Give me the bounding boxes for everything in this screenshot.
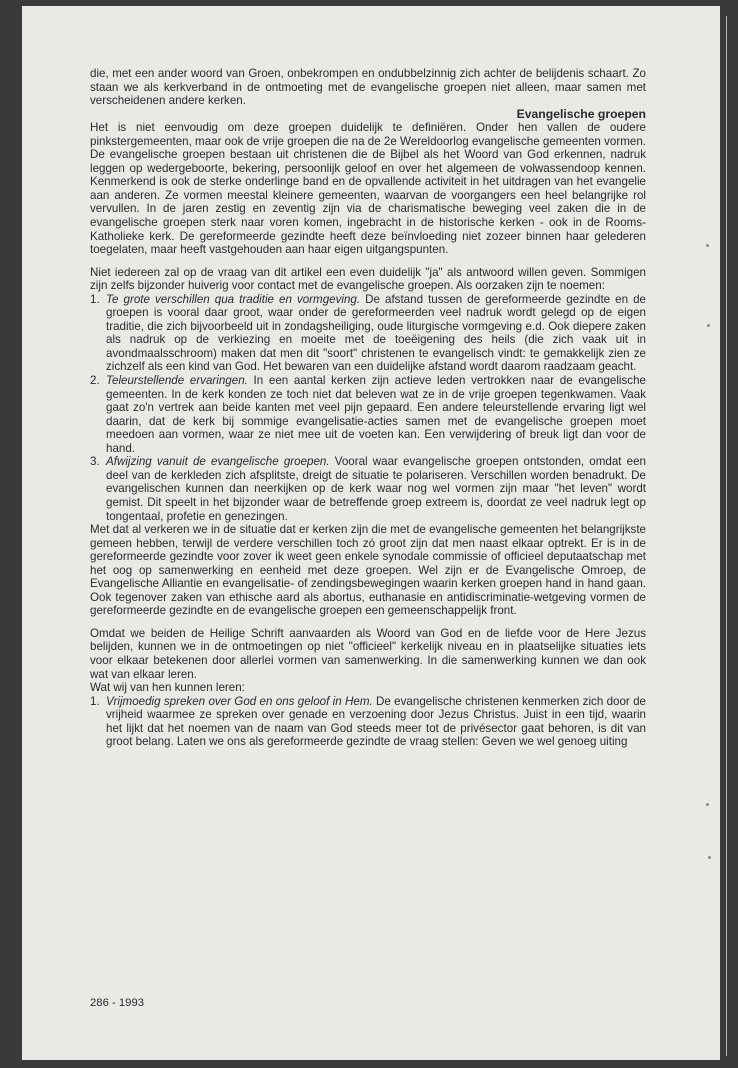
list-item-body: De evangelische christenen kenmerken zich door de vrijheid waarmee ze spreken over genade en verzoening door Jezus Christus. Juist in een tijd, waarin het lijkt dat het noemen van de naam van God steeds meer tot de privésector gaat behoren, is dit van groot belang. Laten we ons als gereformeerde gezindte de vraag stellen: Geven we wel genoeg uiting — [106, 694, 646, 749]
list-item-body: Vooral waar evangelische groepen ontstonden, omdat een deel van de kerkleden zich afsplitste, dreigt de situatie te polariseren. Verschillen worden benadrukt. De evangelischen kunnen dan neerkijken op de kerk waar nog wel vormen zijn maar "het leven" wordt gemist. Dit speelt in het bijzonder waar de betreffende groep extreem is, doordat ze veel nadruk legt op tongentaal, profetie en genezingen. — [106, 455, 646, 523]
paragraph-groepen: Het is niet eenvoudig om deze groepen duidelijk te definiëren. Onder hen vallen de oudere pinkstergemeenten, maar ook de vrije groepen die na de 2e Wereldoorlog evangelische gemeenten vormen. De evangelische groepen bestaan uit christenen die de Bijbel als het Woord van God erkennen, nadruk leggen op wedergeboorte, bekering, persoonlijk geloof en over het algemeen de volwassendoop kennen. Kenmerkend is ook de sterke onderlinge band en de opvallende activiteit in het uitdragen van het evangelie aan anderen. Ze vormen meestal kleinere gemeenten, waarvan de voorgangers een heel belangrijke rol vervullen. In de jaren zestig en zeventig zijn via de charismatische beweging veel zaken die in de evangelische groepen sterk naar voren komen, ingebracht in de historische kerken - ook in de Rooms-Katholieke kerk. De gereformeerde gezindte heeft deze beïnvloeding niet zozeer binnen haar gelederen toegelaten, maar heeft vastgehouden aan haar eigen uitgangspunten. — [90, 121, 646, 257]
list-item: 2. Teleurstellende ervaringen. In een aantal kerken zijn actieve leden vertrokken naar de evangelische gemeenten. In de kerk konden ze toch niet dat beleven wat ze in de vrije groepen tegenkwamen. Vaak gaat zo'n vertrek aan beide kanten met veel pijn gepaard. Een andere teleurstellende ervaring ligt wel daarin, dat de kerk bij sommige evangelisatie-acties samen met de evangelische groepen moet meedoen aan vormen, waar ze niet mee uit de voeten kan. Een verwijdering of breuk ligt dan voor de hand. — [90, 374, 646, 455]
lessen-list — [90, 695, 646, 749]
oorzaken-list — [90, 293, 646, 523]
list-item-body: De afstand tussen de gereformeerde gezindte en de groepen is vooral daar groot, waar onder de gereformeerden veel nadruk wordt gelegd op de eigen traditie, die zich bijvoorbeeld uit in zondagsheiliging, oude liturgische vormgeving e.d. Ook diepere zaken als nadruk op de verkiezing en moeite met de toeëigening des heils (die zich vaak uit in avondmaalsschroom) maken dat men dit "soort" christenen te evangelisch vindt: te gemakkelijk zien ze zichzelf als een kind van God. Het bewaren van een duidelijke afstand wordt daarom raadzaam geacht. — [106, 292, 646, 374]
list-item-title: Vrijmoedig spreken over God en ons geloof in Hem. — [106, 694, 373, 708]
paragraph-niet-iedereen: Niet iedereen zal op de vraag van dit artikel een even duidelijk "ja" als antwoord willen geven. Sommigen zijn zelfs bijzonder huiverig voor contact met de evangelische groepen. Als oorzaken zijn te noemen: — [90, 265, 646, 293]
list-item-title: Teleurstellende ervaringen. — [106, 374, 248, 388]
section-heading: Evangelische groepen — [516, 106, 646, 121]
list-item: 3. Afwijzing vanuit de evangelische groepen. Vooral waar evangelische groepen ontstonden, omdat een deel van de kerkleden zich afsplitste, dreigt de situatie te polariseren. Verschillen worden benadrukt. De evangelischen kunnen dan neerkijken op de kerk waar nog wel vormen zijn maar "het leven" wordt gemist. Dit speelt in het bijzonder waar de betreffende groep extreem is, doordat ze veel nadruk legt op tongentaal, profetie en genezingen. — [90, 455, 646, 523]
paragraph-verkeren: Met dat al verkeren we in de situatie dat er kerken zijn die met de evangelische gemeenten het belangrijkste gemeen hebben, terwijl de verdere verschillen toch zó groot zijn dat men naast elkaar optrekt. Er is in de gereformeerde gezindte voor zover ik weet geen enkele synodale commissie of officieel deputaatschap met het oog op samenwerking en eenheid met deze groepen. Wel zijn er de Evangelische Omroep, de Evangelische Alliantie en evangelisatie- of zendingsbewegingen waarin kerken groepen hand in hand gaan. Ook tegenover zaken van ethische aard als abortus, euthanasie en antidiscriminatie-wetgeving vormen de gereformeerde gezindte en de evangelische groepen een gemeenschappelijk front. — [90, 523, 646, 618]
list-item-body: In een aantal kerken zijn actieve leden vertrokken naar de evangelische gemeenten. In de kerk konden ze toch niet dat beleven wat ze in de vrije groepen tegenkwamen. Vaak gaat zo'n vertrek aan beide kanten met veel pijn gepaard. Een andere teleurstellende ervaring ligt wel daarin, dat de kerk bij sommige evangelisatie-acties samen met de evangelische groepen moet meedoen aan vormen, waar ze niet mee uit de voeten kan. Een verwijdering of breuk ligt dan voor de hand. — [106, 374, 646, 455]
scan-mark — [706, 244, 709, 247]
page-number: 286 - 1993 — [90, 997, 145, 1009]
scan-mark — [708, 856, 711, 859]
paragraph-omdat: Omdat we beiden de Heilige Schrift aanvaarden als Woord van God en de liefde voor de Here Jezus belijden, kunnen we in de ontmoetingen op niet "officieel" kerkelijk niveau en in plaatselijke situaties iets voor elkaar betekenen door allerlei vormen van samenwerking. In die samenwerking kunnen we dan ook wat van elkaar leren. — [90, 626, 646, 681]
article-body — [90, 67, 646, 749]
scan-mark — [706, 803, 709, 806]
paragraph-intro: die, met een ander woord van Groen, onbekrompen en ondubbelzinnig zich achter de belijdenis schaart. Zo staan we als kerkverband in de ontmoeting met de evangelische groepen niet alleen, maar samen met verscheidenen andere kerken. — [90, 67, 646, 108]
list-item: 1. Te grote verschillen qua traditie en vormgeving. De afstand tussen de gereformeerde gezindte en de groepen is vooral daar groot, waar onder de gereformeerden veel nadruk wordt gelegd op de eigen traditie, die zich bijvoorbeeld uit in zondagsheiliging, oude liturgische vormgeving e.d. Ook diepere zaken als nadruk op de verkiezing en moeite met de toeëigening des heils (die zich vaak uit in avondmaalsschroom) maken dat men dit "soort" christenen te evangelisch vindt: te gemakkelijk zien ze zichzelf als een kind van God. Het bewaren van een duidelijke afstand wordt daarom raadzaam geacht. — [90, 292, 646, 374]
list-item-title: Te grote verschillen qua traditie en vormgeving. — [106, 292, 361, 306]
scan-edge-line — [726, 16, 727, 1056]
paragraph-leren: Wat wij van hen kunnen leren: — [90, 681, 245, 695]
scan-mark — [707, 324, 710, 327]
list-item-title: Afwijzing vanuit de evangelische groepen. — [106, 455, 330, 469]
list-item: 1. Vrijmoedig spreken over God en ons geloof in Hem. De evangelische christenen kenmerken zich door de vrijheid waarmee ze spreken over genade en verzoening door Jezus Christus. Juist in een tijd, waarin het lijkt dat het noemen van de naam van God steeds meer tot de privésector gaat behoren, is dit van groot belang. Laten we ons als gereformeerde gezindte de vraag stellen: Geven we wel genoeg uiting — [90, 694, 646, 749]
